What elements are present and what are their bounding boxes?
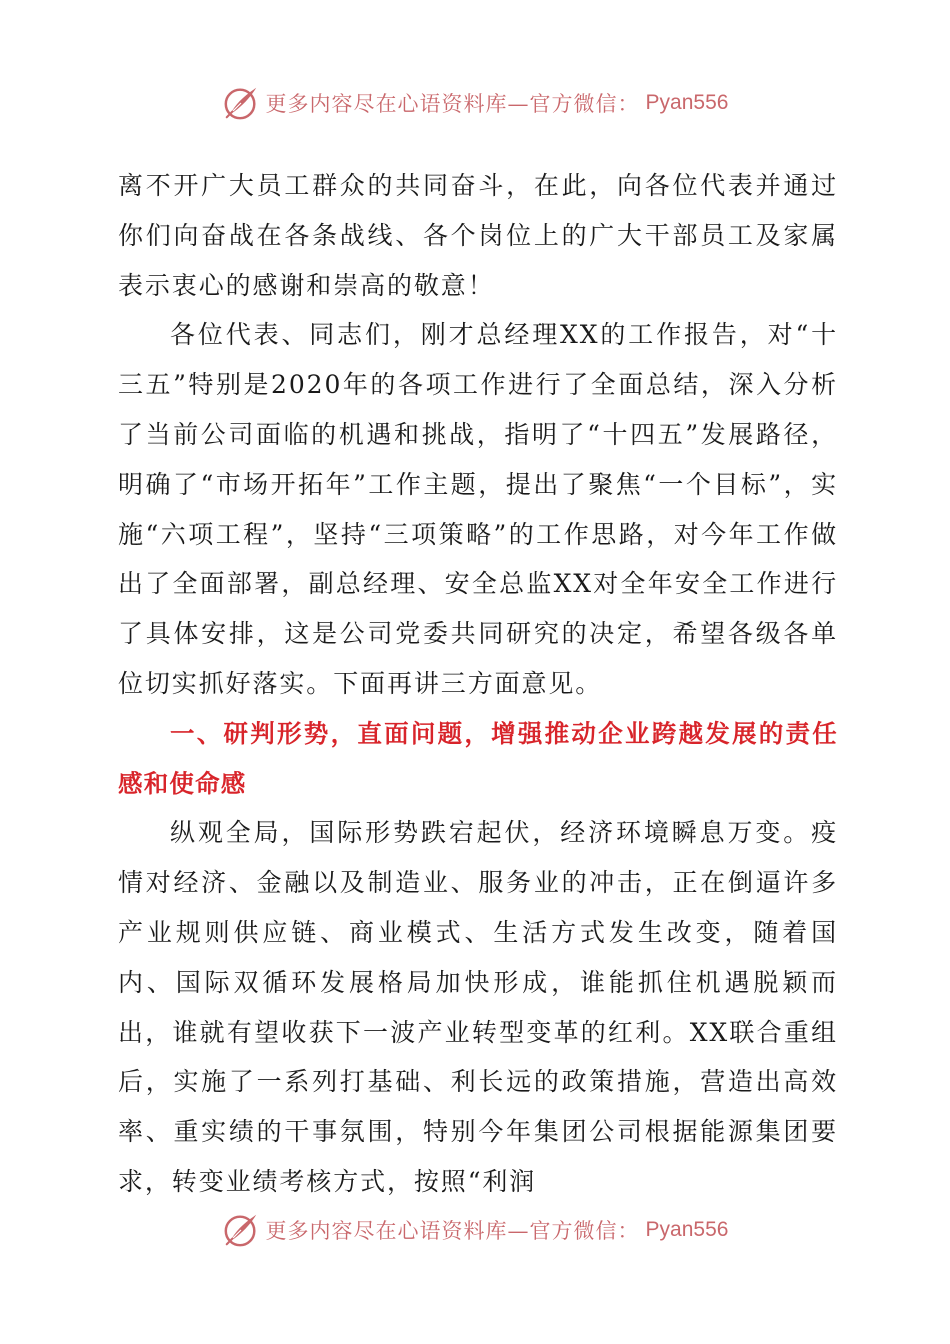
quill-circle-logo-icon xyxy=(222,84,260,122)
body-paragraph-2: 各位代表、同志们，刚才总经理XX的工作报告，对“十三五”特别是2020年的各项工作进行了全面总结，深入分析了当前公司面临的机遇和挑战，指明了“十四五”发展路径，明确了“市场开拓年”工作主题，提出了聚焦“一个目标”，实施“六项工程”，坚持“三项策略”的工作思路，对今年工作做出了全面部署，副总经理、安全总监XX对全年安全工作进行了具体安排，这是公司党委共同研究的决定，希望各级各单位切实抓好落实。下面再讲三方面意见。 xyxy=(118,320,838,698)
document-body xyxy=(118,161,838,1207)
quill-circle-logo-icon xyxy=(222,1211,260,1249)
header-wechat-id: Pyan556 xyxy=(645,91,729,114)
footer-banner-inner xyxy=(222,1211,729,1249)
section-heading-1: 一、研判形势，直面问题，增强推动企业跨越发展的责任感和使命感 xyxy=(118,718,838,798)
footer-banner-text: 更多内容尽在心语资料库—官方微信： xyxy=(265,1219,640,1243)
header-banner-inner xyxy=(222,84,729,122)
body-paragraph-3: 纵观全局，国际形势跌宕起伏，经济环境瞬息万变。疫情对经济、金融以及制造业、服务业的冲击，正在倒逼许多产业规则供应链、商业模式、生活方式发生改变，随着国内、国际双循环发展格局加快形成，谁能抓住机遇脱颖而出，谁就有望收获下一波产业转型变革的红利。XX联合重组后，实施了一系列打基础、利长远的政策措施，营造出高效率、重实绩的干事氛围，特别今年集团公司根据能源集团要求，转变业绩考核方式，按照“利润 xyxy=(118,818,838,1196)
footer-banner xyxy=(0,1205,950,1255)
body-paragraph-1: 离不开广大员工群众的共同奋斗，在此，向各位代表并通过你们向奋战在各条战线、各个岗位上的广大干部员工及家属表示衷心的感谢和崇高的敬意！ xyxy=(118,171,838,300)
header-banner-text: 更多内容尽在心语资料库—官方微信： xyxy=(265,92,640,116)
header-banner xyxy=(0,78,950,128)
footer-wechat-id: Pyan556 xyxy=(645,1218,729,1241)
